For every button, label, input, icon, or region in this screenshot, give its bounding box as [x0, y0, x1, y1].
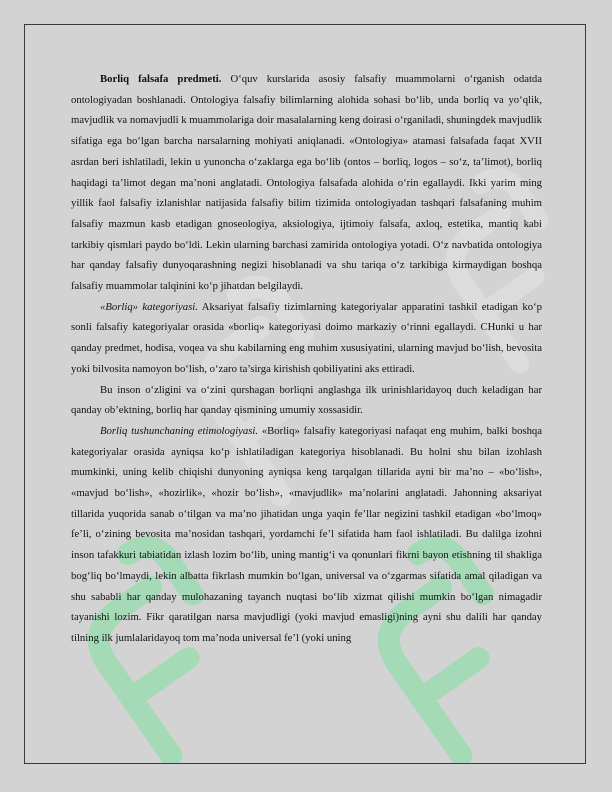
paragraph-text: Bu inson o‘zligini va o‘zini qurshagan borliqni anglashga ilk urinishlaridayoq duch keladigan har qanday ob’ektning, borliq har qanday qismining umumiy xossasidir.: [71, 383, 542, 417]
paragraph: [71, 380, 542, 421]
paragraph-text: O‘quv kurslarida asosiy falsafiy muammolarni o‘rganish odatda ontologiyadan boshlanadi. Ontologiya falsafiy bilimlarning alohida sohasi bo‘lib, unda borliq va yo‘qlik, mavjudlik va nomavjudli k muammolariga doir masalalarning keng doirasi o‘rganiladi, shuningdek mavjudlik sifatiga ega bo‘lgan barcha narsalarning mohiyati aniqlanadi. «Ontologiya» atamasi falsafada faqat XVII asrdan beri ishlatiladi, lekin u yunoncha o‘zaklarga ega bo‘lib (ontos – borliq, logos – so‘z, ta’limot), borliq haqidagi ta’limot degan ma’noni anglatadi. Ontologiya falsafada alohida o‘rin egallaydi. Ikki yarim ming yillik faol falsafiy izlanishlar natijasida falsafiy bilim tizimida ontologiyadan tashqari falsafaning muhim falsafiy mazmun kasb etadigan gnoseologiya, aksiologiya, ijtimoiy falsafa, axloq, estetika, mantiq kabi tarkibiy qismlari paydo bo‘ldi. Lekin ularning barchasi zamirida ontologiya yotadi. O‘z navbatida ontologiya har qanday falsafiy dunyoqarashning negizi hisoblanadi va shu tariqa o‘z tarkibiga kirmaydigan boshqa falsafiy muammolar talqinini ko‘p jihatdan belgilaydi.: [71, 73, 542, 293]
document-body: [71, 69, 542, 649]
paragraph: [71, 69, 542, 297]
paragraph-text: Aksariyat falsafiy tizimlarning kategoriyalar apparatini tashkil etadigan ko‘p sonli falsafiy kategoriyalar orasida «borliq» kategoriyasi doimo markaziy o‘rinni egallaydi. CHunki u har qanday predmet, hodisa, voqea va shu kabilarning eng muhim xususiyatini, ularning mavjud bo‘lish, bevosita yoki bilvosita namoyon bo‘lish, o‘zaro ta’sirga kirishish qobiliyatini aks ettiradi.: [71, 300, 542, 375]
paragraph: [71, 421, 542, 649]
paragraph-text: «Borliq» falsafiy kategoriyasi nafaqat eng muhim, balki boshqa kategoriyalar orasida ayniqsa ko‘p ishlatiladigan kategoriya hisoblanadi. Bu holni shu bilan izohlash mumkinki, uning kelib chiqishi dunyoning ayniqsa keng tarqalgan tillarida ayni bir ma’no – «bo‘lish», «mavjud bo‘lish», «hozirlik», «hozir bo‘lish», «mavjudlik» ma’nolarini anglatadi. Jahonning aksariyat tillarida yuqorida sanab o‘tilgan va ma’no jihatidan unga yaqin fe’llar negizini tashkil etadigan «bo‘lmoq» fe’li, o‘zining bevosita ma’nosidan tashqari, yordamchi fe’l sifatida ham faol ishlatiladi. Bu dalilga izohni inson tafakkuri tabiatidan izlash lozim bo‘lib, uning mantig‘i va qonunlari fikrni bayon etishning til shakliga bog‘liq bo‘lmaydi, lekin albatta fikrlash mumkin bo‘lgan, universal va o‘zgarmas sifatida amal qiladigan va shu sababli har qanday mulohazaning tayanch nuqtasi bo‘lib xizmat qilishi mumkin bo‘lgan nimagadir tayanishi lozim. Fikr qaratilgan narsa mavjudligi (yoki mavjud emasligi)ning ayni shu dalili har qanday tilning ilk jumlalaridayoq tom ma’noda universal fe’l (yoki uning: [71, 424, 542, 644]
paragraph-lead: Borliq tushunchaning etimologiyasi.: [100, 424, 259, 437]
paragraph-lead: «Borliq» kategoriyasi.: [100, 300, 198, 313]
paragraph-lead: Borliq falsafa predmeti.: [100, 73, 222, 85]
paragraph: [71, 297, 542, 380]
document-page: [24, 24, 586, 764]
